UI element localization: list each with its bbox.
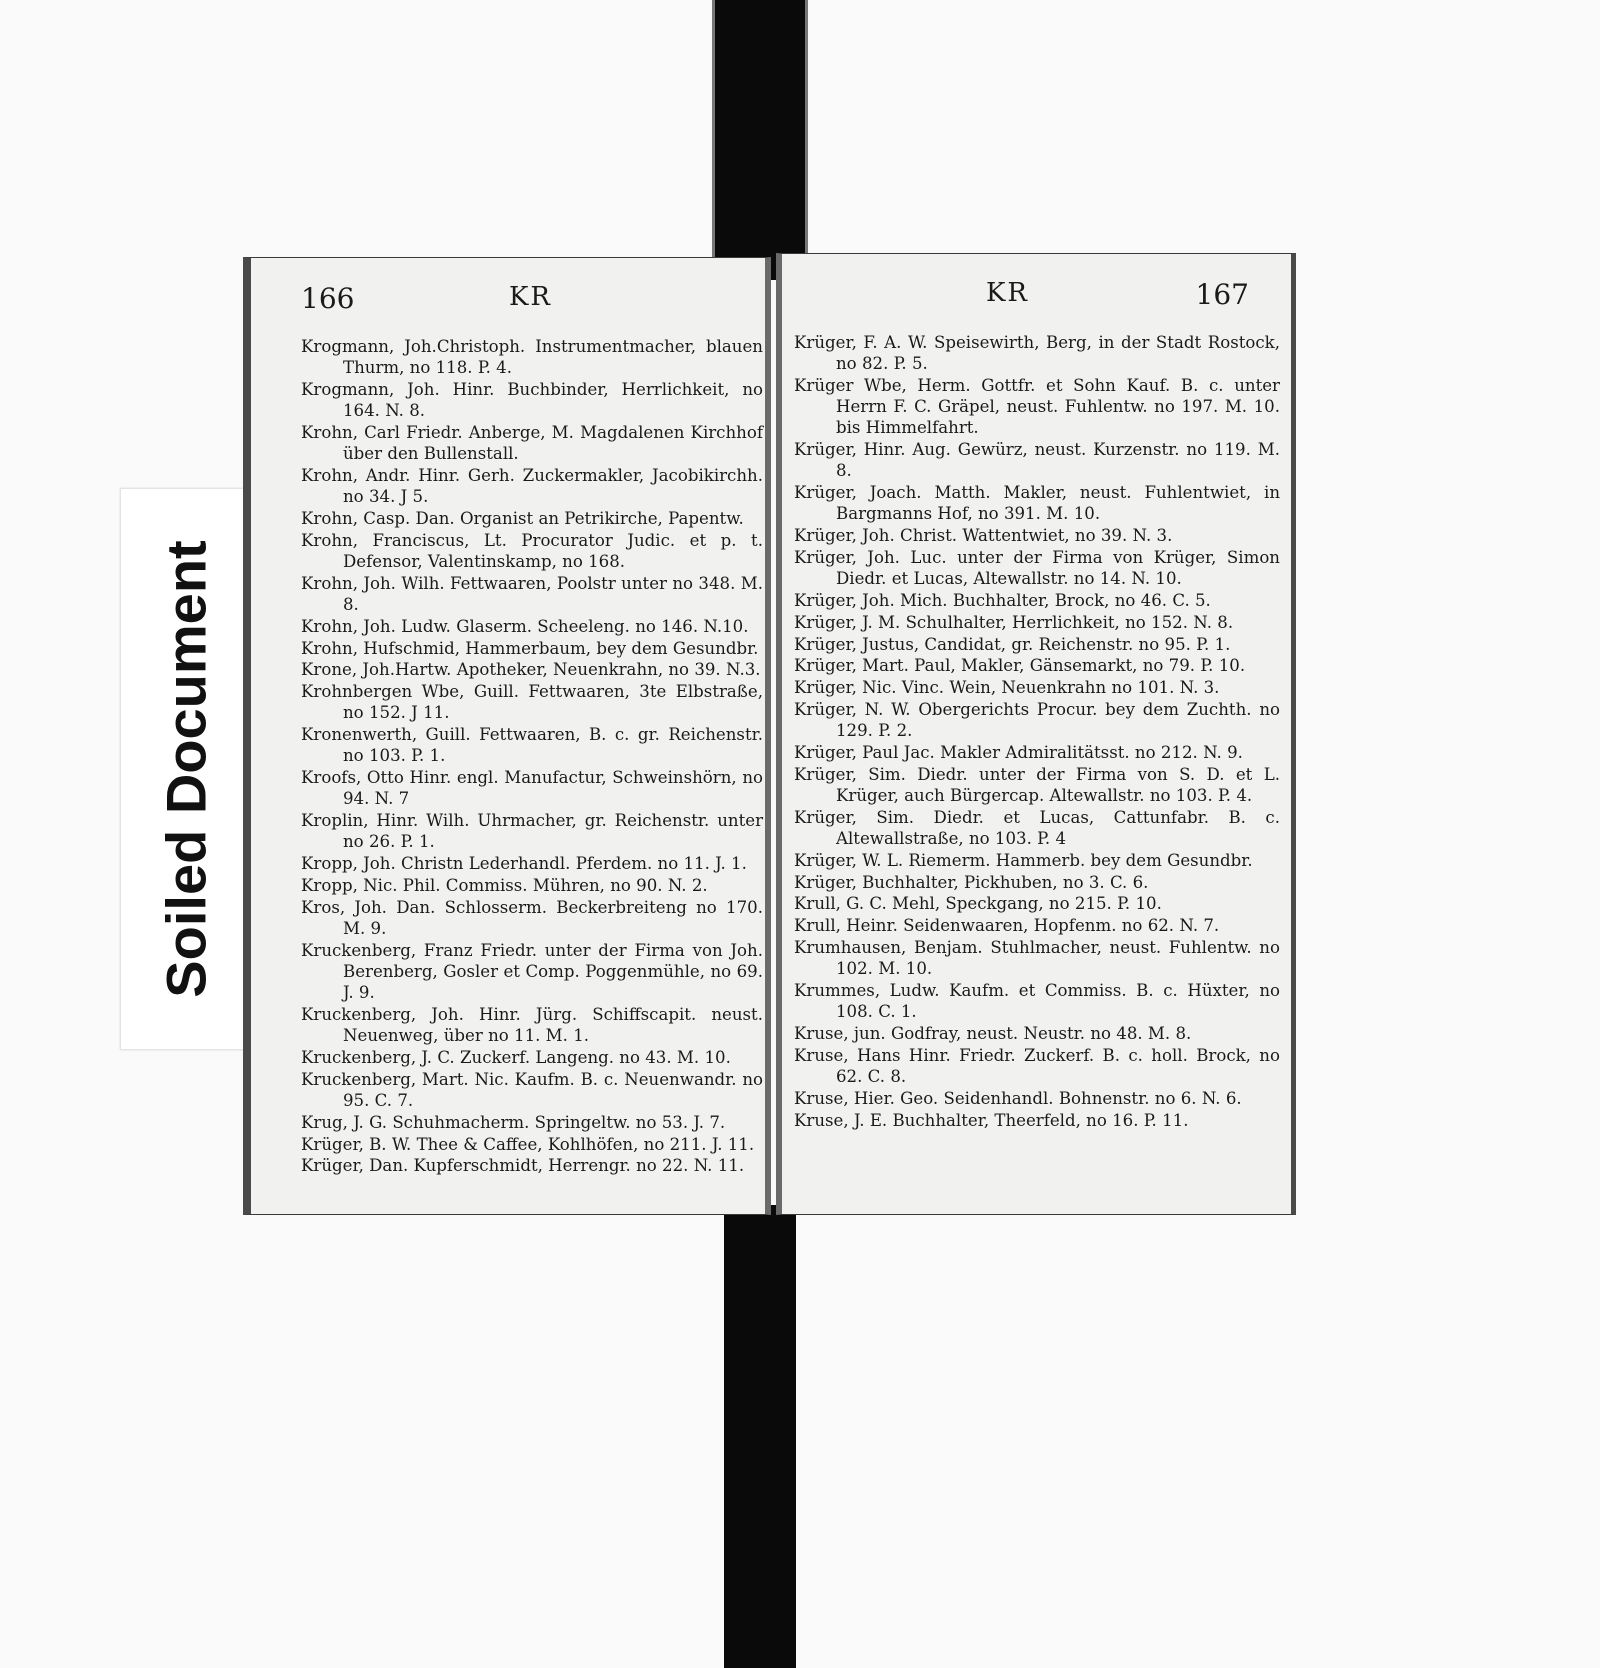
directory-entry: Krüger, W. L. Riemerm. Hammerb. bey dem Gesundbr. [794, 850, 1253, 870]
stamp-text: Soiled Document [154, 540, 218, 998]
directory-entry: Krull, Heinr. Seidenwaaren, Hopfenm. no 62. N. 7. [794, 916, 1220, 936]
left-page-header [251, 282, 765, 322]
book-spine-bottom [724, 1205, 796, 1668]
directory-entry: Kruse, Hans Hinr. Friedr. Zuckerf. B. c. holl. Brock, no 62. C. 8. [794, 1045, 1280, 1086]
directory-entry: Krohn, Carl Friedr. Anberge, M. Magdalenen Kirchhof über den Bullenstall. [301, 423, 763, 464]
directory-entry: Kronenwerth, Guill. Fettwaaren, B. c. gr. Reichenstr. no 103. P. 1. [301, 725, 763, 766]
directory-entry: Krüger, Paul Jac. Makler Admiralitätsst. no 212. N. 9. [794, 742, 1243, 762]
directory-entry: Krüger, F. A. W. Speisewirth, Berg, in der Stadt Rostock, no 82. P. 5. [794, 333, 1280, 374]
directory-entry: Krohn, Franciscus, Lt. Procurator Judic. et p. t. Defensor, Valentinskamp, no 168. [301, 530, 763, 571]
directory-entry: Kruckenberg, Franz Friedr. unter der Firma von Joh. Berenberg, Gosler et Comp. Poggenmühle, no 69. J. 9. [301, 940, 763, 1003]
directory-entry: Krohn, Andr. Hinr. Gerh. Zuckermakler, Jacobikirchh. no 34. J 5. [301, 466, 763, 507]
soiled-document-stamp [120, 488, 252, 1050]
directory-entry: Krüger, N. W. Obergerichts Procur. bey dem Zuchth. no 129. P. 2. [794, 699, 1280, 741]
directory-entry: Kroplin, Hinr. Wilh. Uhrmacher, gr. Reichenstr. unter no 26. P. 1. [301, 811, 763, 852]
book-spine-top [712, 0, 808, 280]
directory-entry: Krüger, Nic. Vinc. Wein, Neuenkrahn no 101. N. 3. [794, 678, 1220, 698]
right-page-header [782, 278, 1291, 318]
directory-entry: Krohn, Hufschmid, Hammerbaum, bey dem Gesundbr. [301, 638, 759, 658]
directory-entry: Krogmann, Joh.Christoph. Instrumentmacher, blauen Thurm, no 118. P. 4. [301, 337, 763, 378]
directory-entry: Krüger, Hinr. Aug. Gewürz, neust. Kurzenstr. no 119. M. 8. [794, 440, 1280, 481]
directory-entry: Kropp, Nic. Phil. Commiss. Mühren, no 90. N. 2. [301, 875, 708, 895]
directory-entry: Krummes, Ludw. Kaufm. et Commiss. B. c. Hüxter, no 108. C. 1. [794, 980, 1280, 1022]
directory-entry: Krumhausen, Benjam. Stuhlmacher, neust. Fuhlentw. no 102. M. 10. [794, 937, 1280, 979]
directory-entry: Kruse, Hier. Geo. Seidenhandl. Bohnenstr. no 6. N. 6. [794, 1088, 1242, 1108]
directory-entry: Krüger, Dan. Kupferschmidt, Herrengr. no 22. N. 11. [301, 1156, 745, 1176]
directory-entry: Krüger, Joach. Matth. Makler, neust. Fuhlentwiet, in Bargmanns Hof, no 391. M. 10. [794, 483, 1280, 524]
directory-entry: Krüger Wbe, Herm. Gottfr. et Sohn Kauf. B. c. unter Herrn F. C. Gräpel, neust. Fuhlentw. no 197. M. 10. bis Himmelfahrt. [794, 376, 1280, 438]
right-page [776, 253, 1296, 1215]
directory-entries-left [301, 336, 763, 1177]
directory-entry: Kruckenberg, Mart. Nic. Kaufm. B. c. Neuenwandr. no 95. C. 7. [301, 1069, 763, 1110]
directory-entry: Kropp, Joh. Christn Lederhandl. Pferdem. no 11. J. 1. [301, 854, 747, 874]
directory-entry: Krohn, Joh. Ludw. Glaserm. Scheeleng. no 146. N.10. [301, 616, 749, 636]
directory-entry: Krüger, B. W. Thee & Caffee, Kohlhöfen, no 211. J. 11. [301, 1134, 755, 1154]
directory-entries-right [794, 332, 1280, 1131]
directory-entry: Kros, Joh. Dan. Schlosserm. Beckerbreiteng no 170. M. 9. [301, 897, 763, 938]
directory-entry: Krüger, Sim. Diedr. et Lucas, Cattunfabr. B. c. Altewallstraße, no 103. P. 4 [794, 807, 1280, 848]
directory-entry: Kruse, J. E. Buchhalter, Theerfeld, no 16. P. 11. [794, 1110, 1189, 1130]
directory-entry: Krüger, J. M. Schulhalter, Herrlichkeit, no 152. N. 8. [794, 612, 1234, 632]
left-page [243, 257, 771, 1215]
directory-entry: Krohnbergen Wbe, Guill. Fettwaaren, 3te Elbstraße, no 152. J 11. [301, 682, 763, 723]
directory-entry: Krohn, Joh. Wilh. Fettwaaren, Poolstr unter no 348. M. 8. [301, 573, 763, 614]
directory-entry: Krug, J. G. Schuhmacherm. Springeltw. no 53. J. 7. [301, 1112, 726, 1132]
directory-entry: Krüger, Sim. Diedr. unter der Firma von S. D. et L. Krüger, auch Bürgercap. Altewallstr. no 103. P. 4. [794, 764, 1280, 805]
directory-entry: Krull, G. C. Mehl, Speckgang, no 215. P. 10. [794, 894, 1162, 914]
directory-entry: Krüger, Joh. Luc. unter der Firma von Krüger, Simon Diedr. et Lucas, Altewallstr. no 14. N. 10. [794, 548, 1280, 589]
directory-entry: Kruse, jun. Godfray, neust. Neustr. no 48. M. 8. [794, 1023, 1192, 1043]
directory-entry: Krohn, Casp. Dan. Organist an Petrikirche, Papentw. [301, 509, 744, 528]
directory-entry: Kroofs, Otto Hinr. engl. Manufactur, Schweinshörn, no 94. N. 7 [301, 768, 763, 809]
page-number: 166 [301, 282, 355, 315]
page-number: 167 [1195, 278, 1249, 311]
directory-entry: Krüger, Justus, Candidat, gr. Reichenstr. no 95. P. 1. [794, 634, 1231, 654]
directory-entry: Krüger, Joh. Christ. Wattentwiet, no 39. N. 3. [794, 526, 1173, 546]
directory-entry: Krüger, Buchhalter, Pickhuben, no 3. C. 6. [794, 872, 1149, 892]
directory-entry: Kruckenberg, Joh. Hinr. Jürg. Schiffscapit. neust. Neuenweg, über no 11. M. 1. [301, 1004, 763, 1046]
directory-entry: Kruckenberg, J. C. Zuckerf. Langeng. no 43. M. 10. [301, 1047, 731, 1067]
directory-entry: Krüger, Joh. Mich. Buchhalter, Brock, no 46. C. 5. [794, 591, 1211, 610]
directory-entry: Krone, Joh.Hartw. Apotheker, Neuenkrahn, no 39. N.3. [301, 660, 761, 680]
section-heading: KR [986, 278, 1029, 308]
directory-entry: Krogmann, Joh. Hinr. Buchbinder, Herrlichkeit, no 164. N. 8. [301, 380, 763, 421]
section-heading: KR [509, 282, 552, 312]
directory-entry: Krüger, Mart. Paul, Makler, Gänsemarkt, no 79. P. 10. [794, 656, 1246, 676]
